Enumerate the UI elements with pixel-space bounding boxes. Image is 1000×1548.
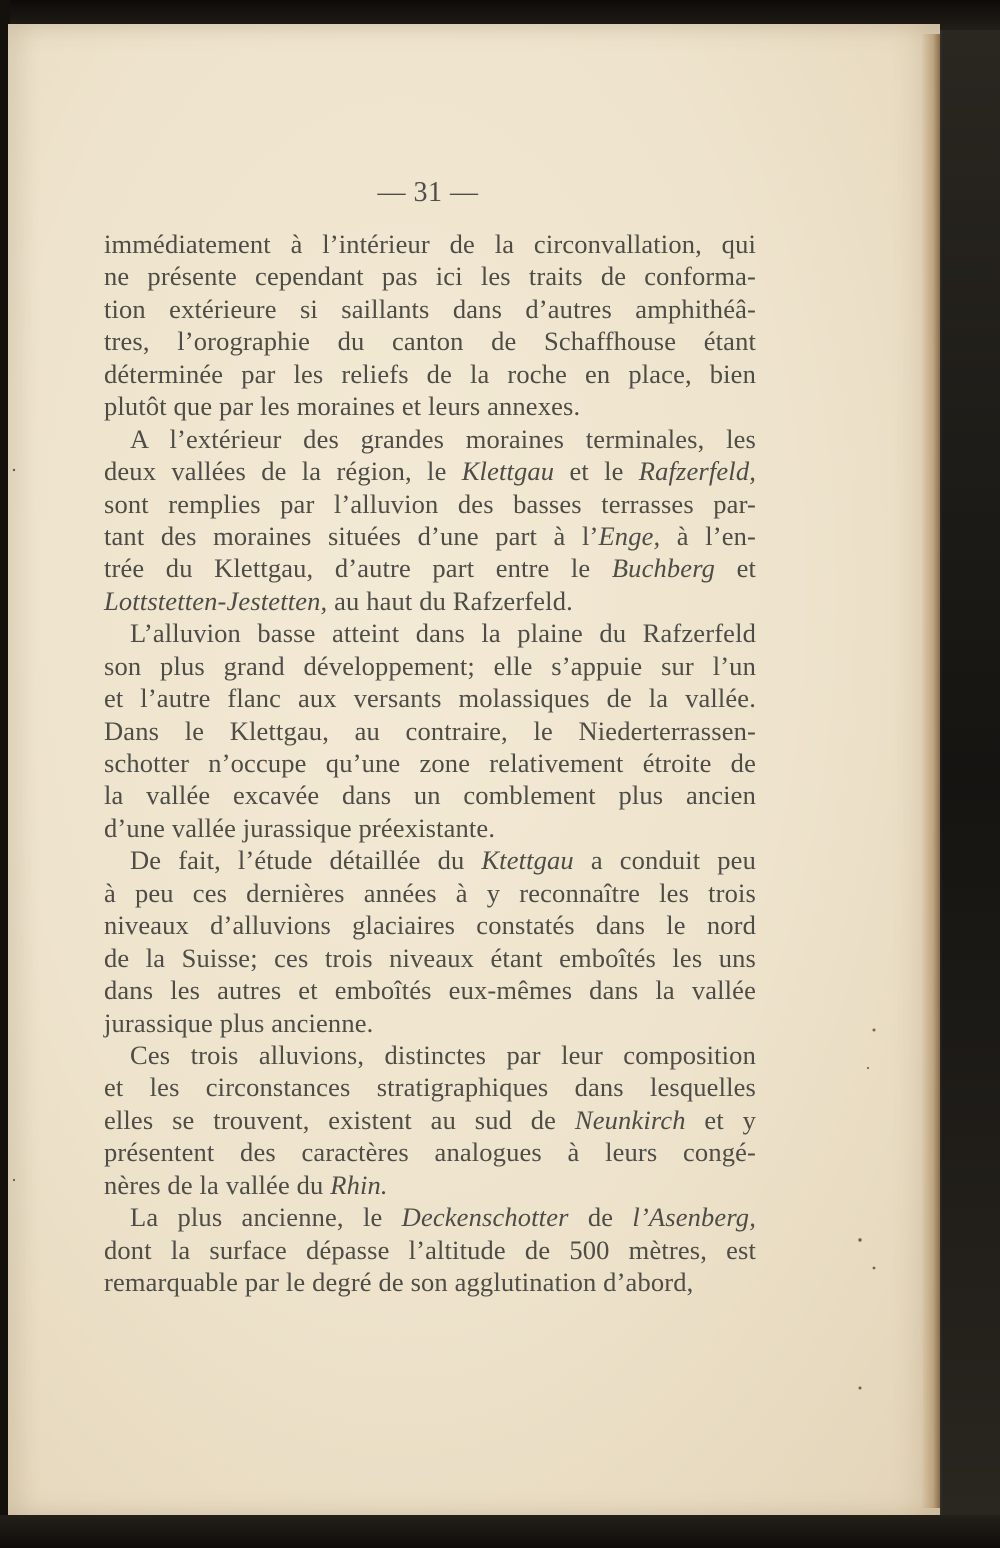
text-line — [104, 1201, 756, 1233]
text-line — [104, 1007, 756, 1039]
text-segment: a conduit peu — [573, 845, 756, 876]
text-segment: immédiatement à l’intérieur de la circonvallation, qui — [104, 229, 756, 259]
text-segment: plutôt que par les moraines et leurs annexes. — [104, 391, 581, 422]
italic-text-segment: Enge, — [598, 520, 661, 551]
italic-text-segment: Rhin. — [330, 1169, 388, 1200]
text-line — [104, 552, 756, 584]
text-segment: tion extérieure si saillants dans d’autres amphithéâ- — [104, 293, 756, 324]
text-segment: dont la surface dépasse l’altitude de 500 mètres, est — [104, 1234, 756, 1265]
text-segment: deux vallées de la région, le — [104, 456, 462, 487]
text-line — [104, 1169, 756, 1201]
text-segment: La plus ancienne, le — [130, 1202, 402, 1233]
text-line — [104, 260, 756, 292]
italic-text-segment: Lottstetten-Jestetten, — [104, 585, 328, 616]
text-segment: Dans le Klettgau, au contraire, le Niederterrassen- — [104, 715, 756, 746]
text-segment: de — [568, 1202, 633, 1233]
text-line — [104, 423, 756, 455]
italic-text-segment: Ktettgau — [481, 845, 574, 876]
text-segment: trée du Klettgau, d’autre part entre le — [104, 553, 612, 584]
text-segment: présentent des caractères analogues à leurs congé- — [104, 1137, 756, 1168]
text-segment: au haut du Rafzerfeld. — [327, 585, 573, 616]
text-line — [104, 520, 756, 552]
italic-text-segment: Neunkirch — [574, 1104, 686, 1135]
text-line — [104, 455, 756, 487]
italic-text-segment: Buchberg — [611, 553, 716, 584]
page-gutter-shadow — [922, 34, 942, 1508]
text-segment: sont remplies par l’alluvion des basses terrasses par- — [104, 488, 756, 519]
text-segment: schotter n’occupe qu’une zone relativement étroite de — [104, 748, 756, 778]
text-segment: ne présente cependant pas ici les traits de conforma- — [104, 261, 756, 292]
book-binding — [940, 30, 1000, 1520]
text-line — [104, 812, 756, 844]
text-segment: et y — [685, 1104, 757, 1135]
text-segment: Ces trois alluvions, distinctes par leur composition — [130, 1039, 756, 1070]
text-line — [104, 682, 756, 714]
text-line — [104, 1234, 756, 1266]
text-segment: tres, l’orographie du canton de Schaffhouse étant — [104, 326, 756, 357]
text-line — [104, 844, 756, 876]
text-line — [104, 228, 756, 260]
text-segment: à l’en- — [660, 520, 756, 551]
italic-text-segment: l’Asenberg, — [632, 1202, 756, 1233]
text-line — [104, 1104, 756, 1136]
text-segment: et les circonstances stratigraphiques dans lesquelles — [104, 1072, 756, 1103]
text-segment: déterminée par les reliefs de la roche en place, bien — [104, 358, 756, 389]
text-segment: remarquable par le degré de son agglutination d’abord, — [104, 1267, 694, 1297]
text-line — [104, 877, 756, 909]
text-line — [104, 617, 756, 649]
text-line — [104, 909, 756, 941]
text-segment: jurassique plus ancienne. — [104, 1007, 374, 1038]
text-line — [104, 974, 756, 1006]
italic-text-segment: Deckenschotter — [401, 1202, 569, 1233]
text-segment: A l’extérieur des grandes moraines terminales, les — [130, 423, 756, 454]
text-line — [104, 1039, 756, 1071]
text-segment: et l’autre flanc aux versants molassiques de la vallée. — [104, 683, 756, 714]
text-line — [104, 747, 756, 779]
text-line — [104, 1266, 756, 1298]
text-segment: L’alluvion basse atteint dans la plaine du Rafzerfeld — [130, 618, 756, 649]
text-line — [104, 942, 756, 974]
text-segment: d’une vallée jurassique préexistante. — [104, 812, 496, 843]
text-line — [104, 488, 756, 520]
text-line — [104, 1136, 756, 1168]
text-segment: à peu ces dernières années à y reconnaître les trois — [104, 877, 756, 908]
italic-text-segment: Rafzerfeld, — [638, 456, 756, 487]
body-text — [104, 228, 756, 1298]
italic-text-segment: Klettgau — [461, 456, 555, 487]
scan-bottom-edge — [0, 1515, 1000, 1548]
text-line — [104, 358, 756, 390]
text-line — [104, 293, 756, 325]
text-segment: et le — [554, 456, 639, 487]
text-line — [104, 390, 756, 422]
text-segment: de la Suisse; ces trois niveaux étant emboîtés les uns — [104, 942, 756, 973]
text-segment: la vallée excavée dans un comblement plus ancien — [104, 780, 756, 811]
text-line — [104, 1071, 756, 1103]
text-segment: son plus grand développement; elle s’appuie sur l’un — [104, 650, 756, 681]
page-number: — 31 — — [377, 177, 479, 208]
text-segment: dans les autres et emboîtés eux-mêmes dans la vallée — [104, 975, 756, 1006]
text-segment: niveaux d’alluvions glaciaires constatés dans le nord — [104, 910, 756, 941]
text-line — [104, 325, 756, 357]
text-line — [104, 715, 756, 747]
text-line — [104, 585, 756, 617]
text-segment: nères de la vallée du — [104, 1169, 331, 1200]
text-segment: et — [715, 553, 756, 584]
text-segment: elles se trouvent, existent au sud de — [104, 1104, 575, 1135]
text-line — [104, 779, 756, 811]
text-segment: tant des moraines situées d’une part à l’ — [104, 520, 599, 551]
text-line — [104, 650, 756, 682]
text-segment: De fait, l’étude détaillée du — [130, 845, 482, 876]
